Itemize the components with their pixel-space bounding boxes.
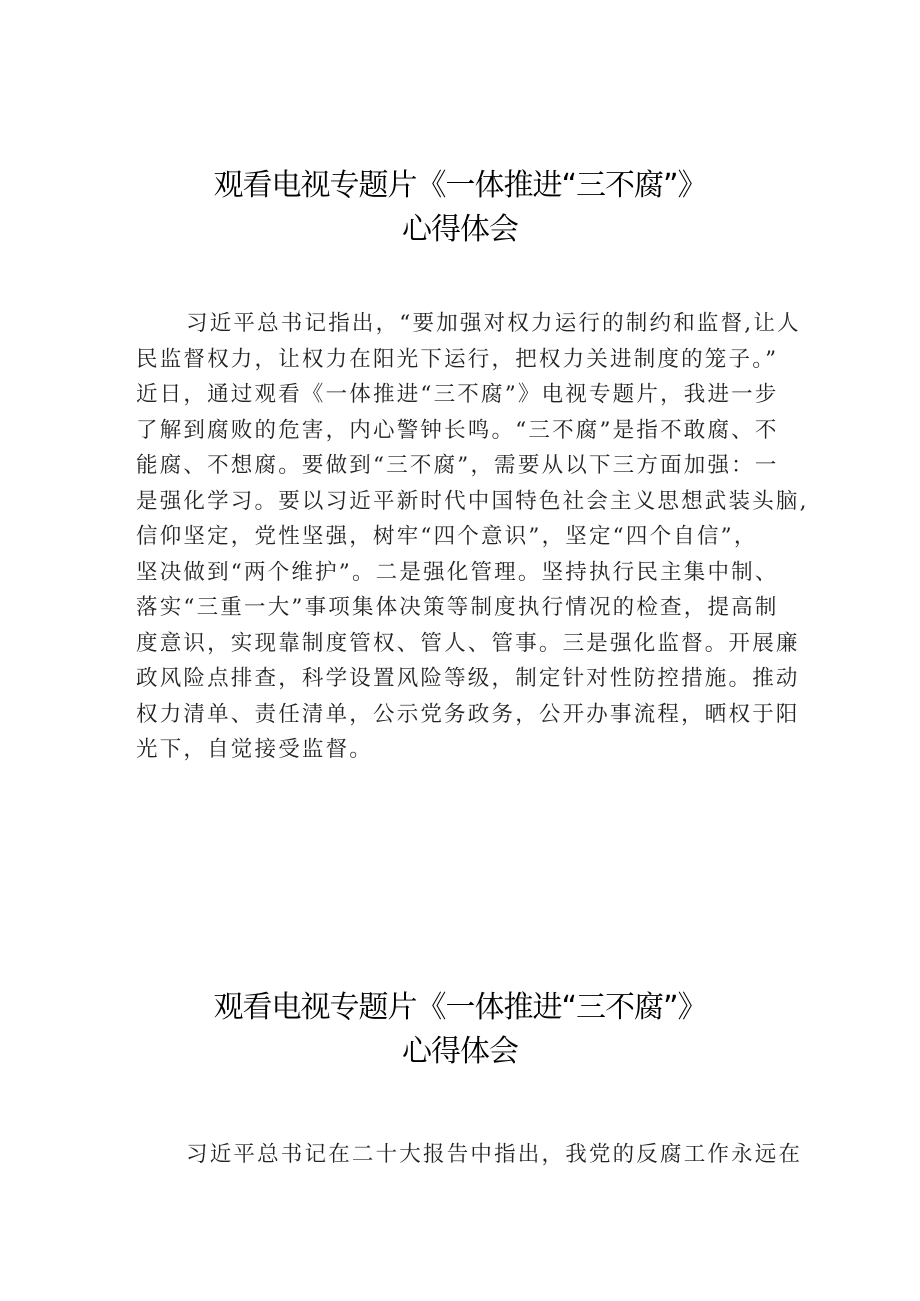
body-1-line: 落实“三重一大”事项集体决策等制度执行情况的检查，提高制 <box>136 595 779 620</box>
article-body-1 <box>136 306 809 768</box>
body-1-line: 政风险点排查，科学设置风险等级，制定针对性防控措施。推动 <box>136 666 800 691</box>
body-1-line: 了解到腐败的危害，内心警钟长鸣。“三不腐”是指不敢腐、不 <box>136 417 779 443</box>
article-body-2 <box>136 1137 806 1173</box>
article-title-1-line-1: 观看电视专题片《一体推进“三不腐”》 <box>213 168 707 203</box>
article-title-1-line-2: 心得体会 <box>402 212 518 247</box>
body-1-line: 坚决做到“两个维护”。二是强化管理。坚持执行民主集中制、 <box>136 559 779 585</box>
body-1-line: 权力清单、责任清单，公示党务政务，公开办事流程，晒权于阳 <box>136 701 800 727</box>
body-1-line: 度意识，实现靠制度管权、管人、管事。三是强化监督。开展廉 <box>136 630 800 656</box>
body-1-line: 信仰坚定，党性坚强，树牢“四个意识”，坚定“四个自信”， <box>136 524 758 549</box>
article-title-2-line-1: 观看电视专题片《一体推进“三不腐”》 <box>213 990 707 1025</box>
body-1-line: 光下，自觉接受监督。 <box>136 737 374 762</box>
body-1-line: 是强化学习。要以习近平新时代中国特色社会主义思想武装头脑, <box>136 488 809 514</box>
body-2-line: 习近平总书记在二十大报告中指出，我党的反腐工作永远在 <box>186 1142 803 1167</box>
body-1-line: 能腐、不想腐。要做到“三不腐”，需要从以下三方面加强：一 <box>136 453 779 478</box>
article-title-2 <box>0 986 920 1074</box>
body-1-line: 民监督权力，让权力在阳光下运行，把权力关进制度的笼子。” <box>136 346 779 372</box>
article-title-2-line-2: 心得体会 <box>402 1034 518 1069</box>
body-1-line: 习近平总书记指出，“要加强对权力运行的制约和监督,让人 <box>186 311 801 336</box>
article-title-1 <box>0 164 920 252</box>
body-1-line: 近日，通过观看《一体推进“三不腐”》电视专题片，我进一步 <box>136 382 779 407</box>
